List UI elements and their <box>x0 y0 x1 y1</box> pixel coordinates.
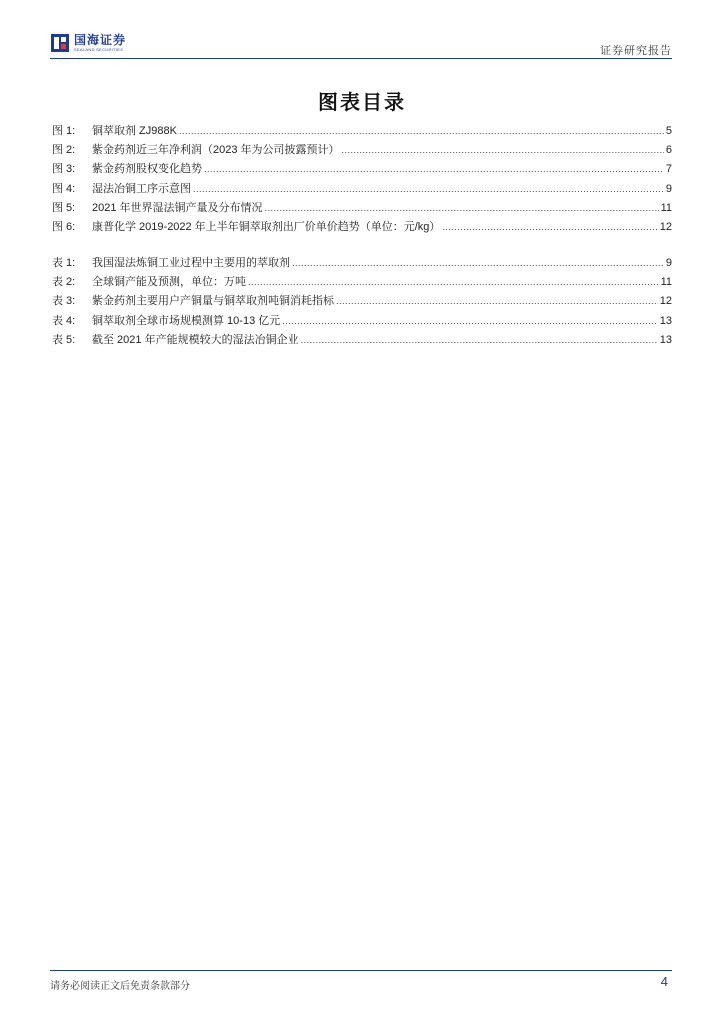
toc-leader <box>193 184 664 194</box>
report-type: 证券研究报告 <box>600 44 672 57</box>
toc-page: 11 <box>660 276 672 289</box>
page-footer <box>50 970 672 995</box>
toc-page: 12 <box>659 220 672 233</box>
toc-entry-table-4[interactable] <box>52 312 672 331</box>
toc-entry-table-1[interactable] <box>52 254 672 273</box>
toc-page: 6 <box>665 144 672 157</box>
toc-page: 9 <box>665 257 672 269</box>
toc-entry-table-3[interactable] <box>52 292 672 311</box>
toc-entry-table-2[interactable] <box>52 273 672 292</box>
toc-label: 图 3: <box>52 163 76 176</box>
logo-english-name: SEALAND SECURITIES <box>74 47 124 52</box>
toc-text: 全球铜产能及预测，单位：万吨 <box>92 276 246 289</box>
company-logo <box>50 32 126 54</box>
toc-label: 图 2: <box>52 144 76 157</box>
toc-entry-figure-5[interactable] <box>52 199 672 218</box>
toc-label: 图 4: <box>52 182 76 195</box>
toc-text: 我国湿法炼铜工业过程中主要用的萃取剂 <box>92 257 290 269</box>
toc-label: 表 4: <box>52 314 76 327</box>
toc-leader <box>179 126 664 136</box>
toc-leader <box>336 296 658 306</box>
page-number: 4 <box>660 974 668 989</box>
toc-text: 紫金药剂主要用户产铜量与铜萃取剂吨铜消耗指标 <box>92 295 334 308</box>
page-title: 图表目录 <box>318 90 406 114</box>
toc-label: 表 1: <box>52 257 76 269</box>
toc-entry-figure-6[interactable] <box>52 218 672 237</box>
toc-text: 紫金药剂近三年净利润（2023 年为公司披露预计） <box>92 144 340 157</box>
toc-page: 12 <box>659 295 672 308</box>
toc-leader <box>292 258 664 268</box>
toc-entry-table-5[interactable] <box>52 331 672 350</box>
disclaimer-note: 请务必阅读正文后免责条款部分 <box>50 981 190 992</box>
figure-list <box>52 122 672 237</box>
toc-text: 紫金药剂股权变化趋势 <box>92 163 202 176</box>
toc-text: 铜萃取剂全球市场规模测算 10-13 亿元 <box>92 314 281 327</box>
toc-text: 截至 2021 年产能规模较大的湿法冶铜企业 <box>92 333 299 346</box>
toc-entry-figure-3[interactable] <box>52 160 672 179</box>
toc-leader <box>282 316 658 326</box>
table-list <box>52 254 672 350</box>
toc-page: 11 <box>660 201 672 214</box>
toc-label: 图 5: <box>52 201 76 214</box>
toc-text: 湿法冶铜工序示意图 <box>92 182 191 195</box>
toc-text: 铜萃取剂 ZJ988K <box>92 125 177 137</box>
toc-text: 康普化学 2019-2022 年上半年铜萃取剂出厂价单价趋势（单位：元/kg） <box>92 220 441 233</box>
toc-leader <box>442 222 657 232</box>
toc-label: 表 2: <box>52 276 76 289</box>
toc-leader <box>265 203 659 213</box>
toc-leader <box>204 164 664 174</box>
toc-label: 表 5: <box>52 333 76 346</box>
toc-page: 13 <box>659 333 672 346</box>
logo-chinese-name: 国海证券 <box>74 33 127 47</box>
page-header <box>50 28 672 59</box>
toc-entry-figure-1[interactable] <box>52 122 672 141</box>
toc-page: 13 <box>659 314 672 327</box>
toc-leader <box>248 277 659 287</box>
toc-page: 5 <box>665 125 672 137</box>
toc-text: 2021 年世界湿法铜产量及分布情况 <box>92 201 263 214</box>
toc-entry-figure-2[interactable] <box>52 141 672 160</box>
toc-label: 表 3: <box>52 295 76 308</box>
toc-label: 图 6: <box>52 220 76 233</box>
toc-label: 图 1: <box>52 125 76 137</box>
toc-page: 9 <box>665 182 672 195</box>
toc-entry-figure-4[interactable] <box>52 180 672 199</box>
toc-page: 7 <box>665 163 672 176</box>
toc-leader <box>301 335 658 345</box>
sealand-logo-icon <box>50 33 70 53</box>
toc-leader <box>342 145 664 155</box>
